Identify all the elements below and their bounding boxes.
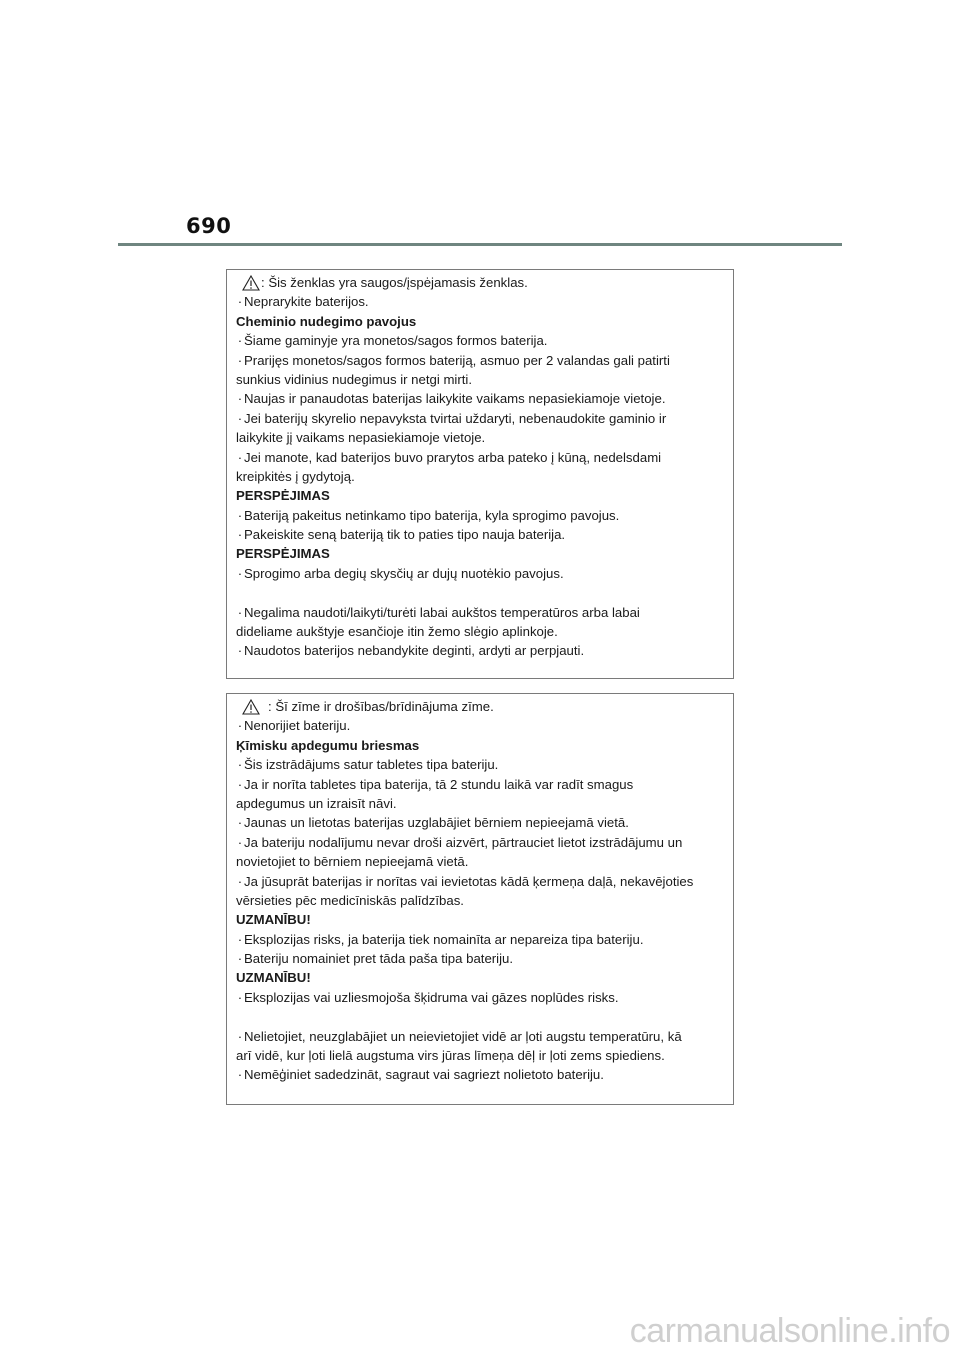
page-number: 690 — [186, 214, 232, 238]
text-line — [236, 1027, 723, 1046]
text-line — [236, 564, 723, 583]
line-text: Bateriju nomainiet pret tāda paša tipa bateriju. — [244, 951, 514, 967]
bullet-dot: · — [237, 410, 243, 426]
text-line — [236, 833, 723, 852]
text-line — [236, 331, 723, 350]
line-text: Bateriją pakeitus netinkamo tipo baterija, kyla sprogimo pavojus. — [244, 507, 620, 523]
text-line — [236, 292, 723, 311]
bullet-dot: · — [237, 951, 243, 967]
warning-header-text: : Šis ženklas yra saugos/įspėjamasis ženklas. — [261, 275, 528, 290]
line-text: Naujas ir panaudotas baterijas laikykite vaikams nepasiekiamoje vietoje. — [244, 391, 666, 407]
text-line — [236, 813, 723, 832]
line-text: Jei baterijų skyrelio nepavyksta tvirtai uždaryti, nebenaudokite gaminio ir — [244, 410, 667, 426]
text-line — [236, 988, 723, 1007]
warning-header-text: : Šī zīme ir drošības/brīdinājuma zīme. — [268, 699, 494, 714]
blank-line — [236, 1007, 723, 1026]
line-text: PERSPĖJIMAS — [236, 546, 330, 562]
line-text: Neprarykite baterijos. — [244, 294, 369, 310]
bullet-dot: · — [237, 352, 243, 368]
warning-triangle-icon — [242, 699, 260, 715]
bullet-dot: · — [237, 333, 243, 349]
line-text: Nemēģiniet sadedzināt, sagraut vai sagriezt nolietoto bateriju. — [244, 1067, 604, 1083]
bullet-dot: · — [237, 1067, 243, 1083]
line-text: Negalima naudoti/laikyti/turėti labai aukštos temperatūros arba labai — [244, 604, 640, 620]
line-text: Sprogimo arba degių skysčių ar dujų nuotėkio pavojus. — [244, 565, 564, 581]
line-text: Eksplozijas vai uzliesmojoša šķidruma vai gāzes noplūdes risks. — [244, 989, 619, 1005]
line-text: sunkius vidinius nudegimus ir netgi mirti. — [236, 371, 473, 387]
line-text: arī vidē, kur ļoti lielā augstuma virs jūras līmeņa dēļ ir ļoti zems spiediens. — [236, 1048, 665, 1064]
text-line — [236, 389, 723, 408]
text-line — [236, 448, 723, 467]
line-text: kreipkitės į gydytoją. — [236, 468, 355, 484]
section-heading — [236, 312, 723, 331]
line-text: Šiame gaminyje yra monetos/sagos formos baterija. — [244, 333, 548, 349]
bullet-dot: · — [237, 776, 243, 792]
text-line — [236, 872, 723, 891]
line-text: Jei manote, kad baterijos buvo prarytos arba pateko į kūną, nedelsdami — [244, 449, 662, 465]
warning-header — [236, 697, 723, 716]
bullet-dot: · — [237, 604, 243, 620]
warning-lines — [236, 716, 723, 1084]
section-heading — [236, 736, 723, 755]
bullet-dot: · — [237, 527, 243, 543]
text-line — [236, 351, 723, 370]
bullet-dot: · — [237, 507, 243, 523]
bullet-dot: · — [237, 449, 243, 465]
text-line — [236, 930, 723, 949]
text-line — [236, 716, 723, 735]
line-text: UZMANĪBU! — [236, 970, 311, 986]
text-line — [236, 603, 723, 622]
bullet-dot: · — [237, 834, 243, 850]
line-text: Ja jūsuprāt baterijas ir norītas vai ievietotas kādā ķermeņa daļā, nekavējoties — [244, 873, 694, 889]
bullet-dot: · — [237, 643, 243, 659]
text-line — [236, 794, 723, 813]
line-text: PERSPĖJIMAS — [236, 488, 330, 504]
line-text: Ja ir norīta tabletes tipa baterija, tā 2 stundu laikā var radīt smagus — [244, 776, 634, 792]
blank-line — [236, 583, 723, 602]
bullet-dot: · — [237, 757, 243, 773]
bullet-dot: · — [237, 718, 243, 734]
line-text: UZMANĪBU! — [236, 912, 311, 928]
section-heading — [236, 486, 723, 505]
text-line — [236, 1065, 723, 1084]
line-text: Pakeiskite seną bateriją tik to paties tipo nauja baterija. — [244, 527, 566, 543]
line-text: Prarijęs monetos/sagos formos bateriją, asmuo per 2 valandas gali patirti — [244, 352, 670, 368]
section-heading — [236, 968, 723, 987]
line-text: Ķīmisku apdegumu briesmas — [236, 737, 420, 753]
bullet-dot: · — [237, 391, 243, 407]
bullet-dot: · — [237, 931, 243, 947]
text-line — [236, 409, 723, 428]
section-heading — [236, 910, 723, 929]
latvian-warning-box — [226, 693, 734, 1105]
text-line — [236, 506, 723, 525]
line-text: Nenorijiet bateriju. — [244, 718, 351, 734]
bullet-dot: · — [237, 565, 243, 581]
line-text: vērsieties pēc medicīniskās palīdzības. — [236, 892, 464, 908]
section-heading — [236, 544, 723, 563]
lithuanian-warning-box — [226, 269, 734, 679]
text-line — [236, 428, 723, 447]
text-line — [236, 1046, 723, 1065]
line-text: novietojiet to bērniem nepieejamā vietā. — [236, 854, 469, 870]
text-line — [236, 622, 723, 641]
warning-lines — [236, 292, 723, 660]
warning-triangle-icon — [242, 275, 260, 291]
header-rule — [118, 243, 842, 246]
text-line — [236, 467, 723, 486]
bullet-dot: · — [237, 294, 243, 310]
line-text: Jaunas un lietotas baterijas uzglabājiet bērniem nepieejamā vietā. — [244, 815, 629, 831]
text-line — [236, 525, 723, 544]
text-line — [236, 775, 723, 794]
line-text: Nelietojiet, neuzglabājiet un neievietojiet vidē ar ļoti augstu temperatūru, kā — [244, 1028, 682, 1044]
text-line — [236, 852, 723, 871]
line-text: apdegumus un izraisīt nāvi. — [236, 795, 397, 811]
line-text: Ja bateriju nodalījumu nevar droši aizvērt, pārtrauciet lietot izstrādājumu un — [244, 834, 683, 850]
warning-header — [236, 273, 723, 292]
line-text: dideliame aukštyje esančioje itin žemo slėgio aplinkoje. — [236, 624, 558, 640]
watermark: carmanualsonline.info — [629, 1312, 950, 1350]
text-line — [236, 641, 723, 660]
line-text: Eksplozijas risks, ja baterija tiek nomainīta ar nepareiza tipa bateriju. — [244, 931, 644, 947]
bullet-dot: · — [237, 989, 243, 1005]
bullet-dot: · — [237, 815, 243, 831]
text-line — [236, 755, 723, 774]
bullet-dot: · — [237, 1028, 243, 1044]
line-text: laikykite jį vaikams nepasiekiamoje vietoje. — [236, 430, 486, 446]
text-line — [236, 949, 723, 968]
text-line — [236, 891, 723, 910]
bullet-dot: · — [237, 873, 243, 889]
line-text: Cheminio nudegimo pavojus — [236, 313, 417, 329]
text-line — [236, 370, 723, 389]
line-text: Naudotos baterijos nebandykite deginti, ardyti ar perpjauti. — [244, 643, 585, 659]
line-text: Šis izstrādājums satur tabletes tipa bateriju. — [244, 757, 499, 773]
